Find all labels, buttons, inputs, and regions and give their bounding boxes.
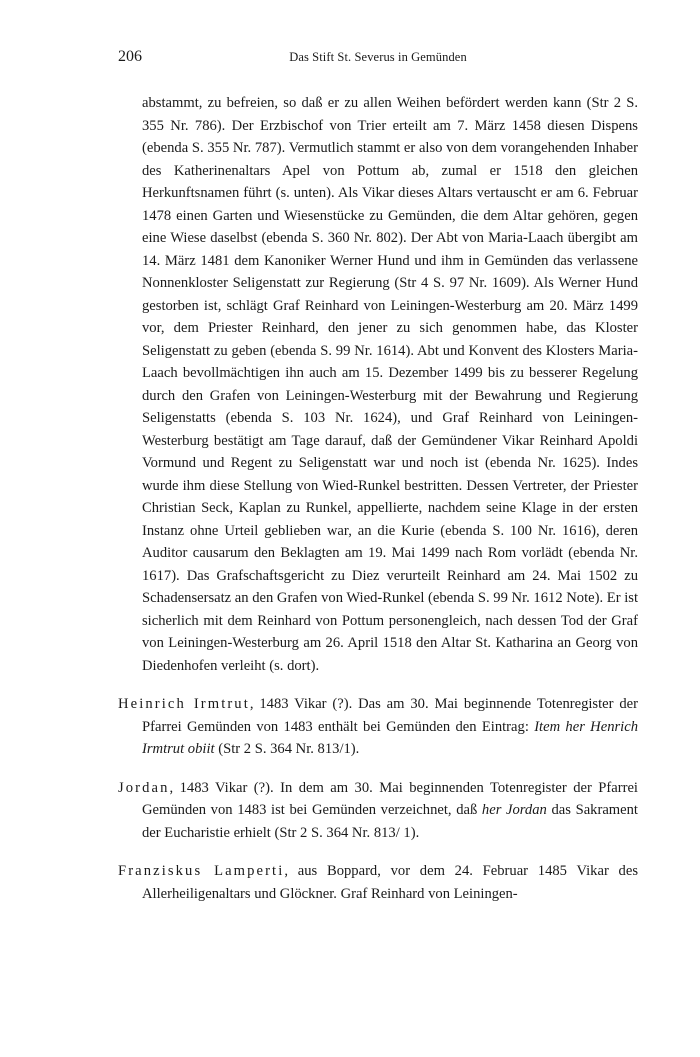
page-header [118,48,638,72]
entry-name: Franziskus Lamperti [118,863,285,879]
entry-text-end: das Sakrament der Eucharistie erhielt (Str 2 S. 364 Nr. 813/ 1). [142,802,638,841]
entry-quote: her Jordan [481,802,547,818]
entry-continuation [118,92,638,677]
entry-heinrich-irmtrut [118,693,638,761]
entry-text-end: (Str 2 S. 364 Nr. 813/1). [214,741,360,757]
entry-jordan [118,777,638,845]
body-text [118,92,638,905]
entry-text: , 1483 Vikar (?). Das am 30. Mai beginnende Totenregister der Pfarrei Gemünden von 1483 enthält bei Gemünden den Eintrag: [142,696,638,735]
entry-franziskus-lamperti [118,860,638,905]
entry-name: Heinrich Irmtrut [118,696,250,712]
entry-quote: Item her Henrich Irmtrut obiit [142,718,638,757]
entry-text: , 1483 Vikar (?). In dem am 30. Mai beginnenden Totenregister der Pfarrei Gemünden von 1483 ist bei Gemünden verzeichnet, daß [142,779,638,818]
entry-text: abstammt, zu befreien, so daß er zu allen Weihen befördert werden kann (Str 2 S. 355 Nr. 786). Der Erzbischof von Trier erteilt am 7. März 1458 diesen Dispens (ebenda S. 355 Nr. 787). Vermutlich stammt er also von dem vorangehenden Inhaber des Katherinenaltars Apel von Pottum ab, zumal er 1518 den gleichen Herkunftsnamen führt (s. unten). Als Vikar dieses Altars vertauscht er am 6. Februar 1478 einen Garten und Wiesenstücke zu Gemünden, die dem Altar gehören, gegen eine Wiese daselbst (ebenda S. 360 Nr. 802). Der Abt von Maria-Laach übergibt am 14. März 1481 dem Kanoniker Werner Hund und ihm in Gemünden das verlassene Nonnenkloster Seligenstatt zur Regierung (Str 4 S. 97 Nr. 1609). Als Werner Hund gestorben ist, schlägt Graf Reinhard von Leiningen-Westerburg am 20. März 1499 vor, dem Priester Reinhard, den jener zu sich genommen habe, das Kloster Seligenstatt zu geben (ebenda S. 99 Nr. 1614). Abt und Konvent des Klosters Maria-Laach bevollmächtigen ihn auch am 15. Dezember 1499 bis zu besserer Regelung durch den Grafen von Leiningen-Westerburg mit der Bewahrung und Regierung Seligenstatts (ebenda S. 103 Nr. 1624), und Graf Reinhard von Leiningen-Westerburg bestätigt am Tage darauf, daß der Gemündener Vikar Reinhard Apoldi Vormund und Regent zu Seligenstatt war und noch ist (ebenda Nr. 1625). Indes wurde ihm diese Stellung von Wied-Runkel bestritten. Dessen Vertreter, der Priester Christian Seck, Kaplan zu Runkel, appellierte, nachdem seine Klage in der ersten Instanz ohne Urteil geblieben war, an die Kurie (ebenda S. 100 Nr. 1616), deren Auditor causarum den Beklagten am 19. Mai 1499 nach Rom vorlädt (ebenda Nr. 1617). Das Grafschaftsgericht zu Diez verurteilt Reinhard am 24. Mai 1502 zu Schadensersatz an den Grafen von Wied-Runkel (ebenda S. 99 Nr. 1612 Note). Er ist sicherlich mit dem Reinhard von Pottum personengleich, nach dessen Tod der Graf von Leiningen-Westerburg am 26. April 1518 den Altar St. Katharina an Georg von Diedenhofen verleiht (s. dort). [142,95,639,674]
entry-name: Jordan [118,779,170,796]
page-number: 206 [118,48,142,65]
entry-text: , aus Boppard, vor dem 24. Februar 1485 Vikar des Allerheiligenaltars und Glöckner. Graf Reinhard von Leiningen- [142,863,638,902]
running-title: Das Stift St. Severus in Gemünden [289,50,467,64]
